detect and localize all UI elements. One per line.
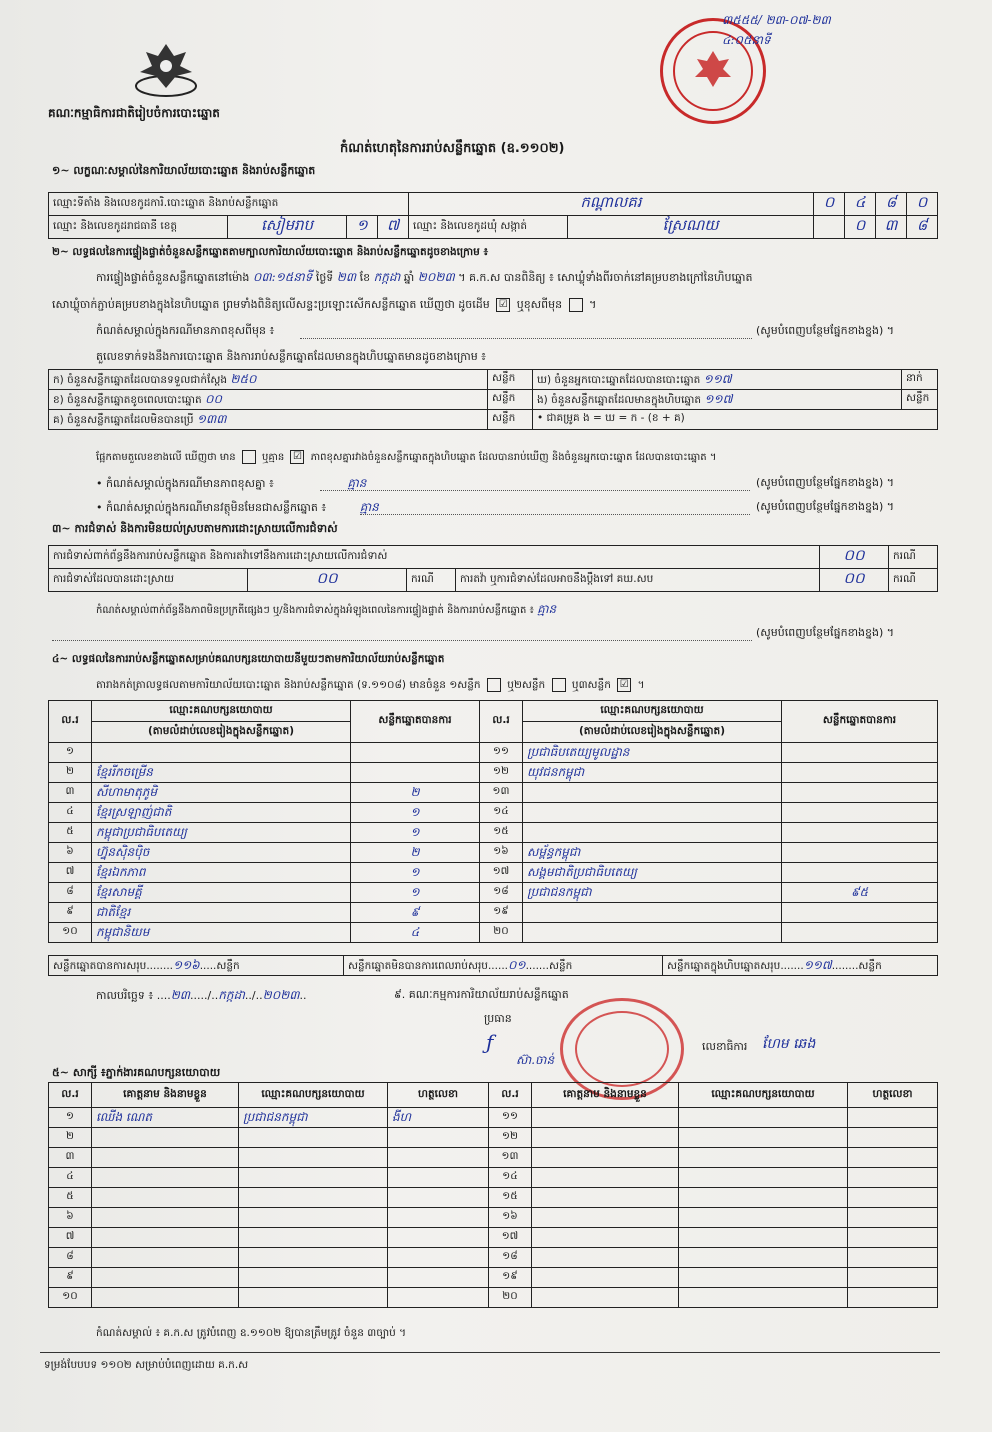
ballot-figures-table [48,369,938,430]
witness-signature [848,1268,938,1288]
witness-name [92,1148,239,1168]
one-sheet-checkbox[interactable] [487,678,501,692]
table-row [49,1148,938,1168]
witness-party [239,1148,388,1168]
witness-party [239,1248,388,1268]
col-party-sub: (តាមលំដាប់លេខរៀងក្នុងសន្លឹកឆ្នោត) [523,722,782,743]
secretary-label: លេខាធិការ [702,1040,748,1053]
commission-emblem-icon [130,38,202,100]
tally-sheet-count: តារាងកត់ត្រាលទ្ធផលតាមការិយាល័យបោះឆ្នោត និងរាប់សន្លឹកឆ្នោត (ទ.១១០៨) មានចំនួន ១សន្លឹក ឬ២សន្លឹក ឬ៣សន្លឹក ☑ ។ [96,679,645,691]
witness-no: ១០ [49,1288,92,1308]
col-no: ល.រ [49,701,92,743]
bullet-difference-note: • កំណត់សម្គាល់ក្នុងករណីមានភាពខុសគ្នា ៖ គ្មាន [96,476,367,490]
party-name: ជាតិខ្មែរ [92,903,351,923]
party-no: ២០ [480,923,523,943]
witness-party [679,1248,848,1268]
table-row [49,763,938,783]
party-votes [782,783,938,803]
party-name: ប្រជាធិបតេយ្យមូលដ្ឋាន [523,743,782,763]
witness-no: ៥ [49,1188,92,1208]
party-votes [782,823,938,843]
witness-signature [388,1248,489,1268]
col-name: គោត្តនាម និងនាមខ្លួន [532,1083,679,1108]
section3-title: ៣~ ការជំទាស់ និងការមិនយល់ស្របតាមការដោះស្រាយលើការជំទាស់ [52,522,338,535]
table-row [49,1248,938,1268]
witness-party [679,1108,848,1128]
witness-signature [848,1188,938,1208]
party-name [523,803,782,823]
witness-no: ១៣ [489,1148,532,1168]
party-name: កម្ពុជាប្រជាធិបតេយ្យ [92,823,351,843]
witness-table [48,1082,938,1308]
party-no: ១៥ [480,823,523,843]
witness-name [532,1128,679,1148]
party-name: សីហាមាតុភូមិ [92,783,351,803]
witness-signature [388,1208,489,1228]
witness-party [239,1208,388,1228]
difference-note-line [300,338,752,339]
party-votes [782,843,938,863]
party-name [523,903,782,923]
party-no: ១៧ [480,863,523,883]
table-row [49,903,938,923]
total-valid: សន្លឹកឆ្នោតបានការសរុប........១១៦.....សន្លឹក [49,956,344,976]
witness-no: ២០ [489,1288,532,1308]
table-row [49,923,938,943]
bullet2-line [360,514,750,515]
party-votes [782,863,938,883]
complaints-table [48,545,938,592]
witness-signature [388,1228,489,1248]
complaints-count: ០០ [820,546,889,569]
witness-party [679,1208,848,1228]
chair-signature: ƒ [486,1030,494,1054]
col-party: ឈ្មោះគណបក្សនយោបាយ [92,701,351,722]
verification-sentence: ការផ្ទៀងផ្ទាត់ចំនួនសន្លឹកឆ្នោតនៅម៉ោង ០៣:១៥នាទី ថ្ងៃទី ២៣ ខែ កក្កដា ឆ្នាំ ២០២៣ ។ គ.ក.ស បានពិនិត្យ ៖ សោឃ្លុំទាំងពីរចាក់នៅគម្របខាងក្រៅនៃហិបឆ្នោត [96,270,753,284]
witness-name [92,1188,239,1208]
table-row [49,783,938,803]
witness-signature [388,1288,489,1308]
party-votes: ៩ [351,903,480,923]
witness-name [532,1148,679,1168]
witness-signature [388,1268,489,1288]
party-votes [782,803,938,823]
witness-signature [848,1148,938,1168]
witness-no: ១៤ [489,1168,532,1188]
bullet1-line [320,490,750,491]
footer-divider [40,1352,940,1353]
witness-no: ៧ [49,1228,92,1248]
table-row [49,823,938,843]
col-votes: សន្លឹកឆ្នោតបានការ [351,701,480,743]
witness-name [532,1108,679,1128]
secretary-name: ហែម ឆេង [762,1036,816,1052]
party-name: ខ្មែររីកចម្រើន [92,763,351,783]
col-votes: សន្លឹកឆ្នោតបានការ [782,701,938,743]
spoiled-ballots-row: ខ) ចំនួនសន្លឹកឆ្នោតខូចពេលបោះឆ្នោត ០០ [49,390,488,410]
province-code-digit: ៧ [378,216,409,239]
figures-intro: តួលេខទាក់ទងនឹងការបោះឆ្នោត និងការរាប់សន្លឹកឆ្នោតដែលមានក្នុងហិបឆ្នោតមានដូចខាងក្រោម ៖ [96,350,487,363]
formula-row: • ជាគម្រូគ ង = ឃ = ក - (ខ + គ) [533,410,938,430]
witness-party [239,1168,388,1188]
voters-row: ឃ) ចំនួនអ្នកបោះឆ្នោតដែលបានបោះឆ្នោត ១១៧ [533,370,902,390]
commune-code-digit: ០ [845,216,876,239]
fill-hint: (សូមបំពេញបន្ថែមផ្នែកខាងខ្នង) ។ [756,476,895,489]
col-name: គោត្តនាម និងនាមខ្លួន [92,1083,239,1108]
witness-party [679,1148,848,1168]
station-code-digit: ៤ [845,193,876,216]
witness-name [532,1228,679,1248]
witness-no: ១២ [489,1128,532,1148]
resolved-count: ០០ [248,569,407,592]
party-no: ១៨ [480,883,523,903]
unit: នាក់ [902,370,938,390]
total-invalid: សន្លឹកឆ្នោតមិនបានការពេលរាប់សរុប......០១.......សន្លឹក [344,956,663,976]
commune-label: ឈ្មោះ និងលេខកូដឃុំ សង្កាត់ [409,216,568,239]
party-votes: ២ [351,843,480,863]
party-name: ខ្មែរស្រឡាញ់ជាតិ [92,803,351,823]
witness-no: ១ [49,1108,92,1128]
party-votes: ១ [351,863,480,883]
witness-name [92,1228,239,1248]
party-name [523,923,782,943]
table-row [49,743,938,763]
table-row [49,1208,938,1228]
witness-name [92,1128,239,1148]
copies-note: កំណត់សម្គាល់ ៖ គ.ក.ស ត្រូវបំពេញ ឧ.១១០២ ឱ្យបានត្រឹមត្រូវ ចំនួន ៣ច្បាប់ ។ [96,1327,407,1339]
station-code-digit: ០ [907,193,938,216]
commune-code-blank [814,216,845,239]
witness-name [92,1268,239,1288]
table-row [49,843,938,863]
witness-party [239,1268,388,1288]
form-title: កំណត់ហេតុនៃការរាប់សន្លឹកឆ្នោត (ឧ.១១០២) [340,141,565,156]
irregularity-line [52,640,752,641]
chair-label: ប្រធាន [484,1012,512,1025]
party-no: ១០ [49,923,92,943]
party-name: សង្គមជាតិប្រជាធិបតេយ្យ [523,863,782,883]
verification-month: កក្កដា [373,270,401,284]
witness-name [92,1208,239,1228]
witness-no: ១៦ [489,1208,532,1228]
province-label: ឈ្មោះ និងលេខកូដរាជធានី ខេត្ត [49,216,228,239]
witness-no: ៣ [49,1148,92,1168]
party-no: ៧ [49,863,92,883]
witness-name: ឈើង ណេត [92,1108,239,1128]
party-votes [782,903,938,923]
party-votes: ១ [351,883,480,903]
unit: ករណី [889,569,938,592]
stamp-emblem-icon [691,47,735,91]
appeal-label: ការតវ៉ា ឬការជំទាស់ដែលអាចនឹងប្តឹងទៅ គឃ.សប [456,569,820,592]
witness-signature [848,1288,938,1308]
unit: ករណី [889,546,938,569]
col-sign: ហត្ថលេខា [848,1083,938,1108]
witness-signature [388,1168,489,1188]
witness-no: ២ [49,1128,92,1148]
section4-title: ៤~ លទ្ធផលនៃការរាប់សន្លឹកឆ្នោតសម្រាប់គណបក្សនយោបាយនីមួយៗតាមការិយាល័យរាប់សន្លឹកឆ្នោត [52,653,445,665]
fill-hint: (សូមបំពេញបន្ថែមផ្នែកខាងខ្នង) ។ [756,324,895,337]
party-no: ១២ [480,763,523,783]
col-no: ល.រ [489,1083,532,1108]
party-name: យុវជនកម្ពុជា [523,763,782,783]
station-name: កណ្តាលគរ [409,193,814,216]
commune-name: ស្រែណយ [568,216,814,239]
party-name [523,783,782,803]
witness-name [532,1248,679,1268]
station-label: ឈ្មោះទីតាំង និងលេខកូដការិ.បោះឆ្នោត និងរាប់សន្លឹកឆ្នោត [49,193,409,216]
witness-no: ១១ [489,1108,532,1128]
party-name: ហ្វ៊ុនស៊ិនប៉ិច [92,843,351,863]
party-votes [782,923,938,943]
section2-title: ២~ លទ្ធផលនៃការផ្ទៀងផ្ទាត់ចំនួនសន្លឹកឆ្នោតតាមក្បាលការិយាល័យបោះឆ្នោត និងរាប់សន្លឹកឆ្នោតដូចខាងក្រោម ៖ [52,246,489,258]
table-row [49,1288,938,1308]
table-row [49,1228,938,1248]
different-checkbox[interactable] [569,298,583,312]
commission-name: គណៈកម្មាធិការជាតិរៀបចំការបោះឆ្នោត [48,106,220,120]
witness-signature [388,1188,489,1208]
witness-signature [848,1108,938,1128]
appeal-count: ០០ [820,569,889,592]
witness-party [679,1128,848,1148]
party-name: ខ្មែរសាមគ្គី [92,883,351,903]
witness-party [239,1128,388,1148]
col-party: ឈ្មោះគណបក្សនយោបាយ [523,701,782,722]
party-no: ៥ [49,823,92,843]
bullet-foreign-object-note: • កំណត់សម្គាល់ក្នុងករណីមានវត្ថុមិនមែនជាសន្លឹកឆ្នោត ៖ គ្មាន [96,500,379,514]
unit: សន្លឹក [902,390,938,410]
witness-signature [848,1168,938,1188]
irregularity-note: កំណត់សម្គាល់ពាក់ព័ន្ធនឹងភាពមិនប្រក្រតីផ្សេងៗ ឬ/និងការជំទាស់ក្នុងអំឡុងពេលនៃការផ្ទៀងផ្ទាត់ និងការរាប់សន្លឹកឆ្នោត ៖ គ្មាន [96,602,557,616]
party-votes: ៩៥ [782,883,938,903]
witness-signature [388,1128,489,1148]
witness-name [532,1288,679,1308]
party-votes: ១ [351,803,480,823]
party-no: ១៩ [480,903,523,923]
station-code-digit: ០ [814,193,845,216]
province-name: សៀមរាប [228,216,347,239]
col-party-sub: (តាមលំដាប់លេខរៀងក្នុងសន្លឹកឆ្នោត) [92,722,351,743]
fill-hint: (សូមបំពេញបន្ថែមផ្នែកខាងខ្នង) ។ [756,626,895,639]
party-no: ៩ [49,903,92,923]
party-votes: ២ [351,783,480,803]
verification-time: ០៣:១៥នាទី [252,270,313,284]
witness-name [532,1268,679,1288]
chair-name: ស៊ា.ចាន់ [516,1053,555,1067]
party-name [92,743,351,763]
polling-station-table [48,192,938,239]
witness-name [92,1248,239,1268]
party-votes [782,743,938,763]
table-row [49,1128,938,1148]
section5-title: ៥~ សាក្សី ៖ភ្នាក់ងារគណបក្សនយោបាយ [52,1066,221,1079]
table-row [49,1188,938,1208]
witness-name [532,1208,679,1228]
unit: សន្លឹក [488,390,533,410]
totals-table [48,955,938,976]
party-name: កម្ពុជានិយម [92,923,351,943]
unit: ករណី [407,569,456,592]
witness-name [92,1288,239,1308]
witness-signature [848,1248,938,1268]
committee-label: ៩. គណៈកម្មការការិយាល័យរាប់សន្លឹកឆ្នោត [394,988,569,1001]
witness-signature [848,1228,938,1248]
party-no: ២ [49,763,92,783]
fill-hint: (សូមបំពេញបន្ថែមផ្នែកខាងខ្នង) ។ [756,500,895,513]
table-row [49,1268,938,1288]
section1-title: ១~ លក្ខណៈសម្គាល់នៃការិយាល័យបោះឆ្នោត និងរាប់សន្លឹកឆ្នោត [52,164,316,177]
table-row [49,883,938,903]
witness-no: ១៨ [489,1248,532,1268]
party-no: ៣ [49,783,92,803]
two-sheet-checkbox[interactable] [552,678,566,692]
party-no: ៤ [49,803,92,823]
witness-no: ៤ [49,1168,92,1188]
party-name [523,823,782,843]
witness-signature [848,1128,938,1148]
verification-year: ២០២៣ [417,270,455,284]
party-no: ១១ [480,743,523,763]
party-votes [351,743,480,763]
party-no: ១៦ [480,843,523,863]
witness-no: ១៧ [489,1228,532,1248]
party-name: ប្រជាជនកម្ពុជា [523,883,782,903]
col-no: ល.រ [49,1083,92,1108]
witness-party [679,1168,848,1188]
witness-no: ៨ [49,1248,92,1268]
receipt-handwriting: ៣៥៥៥/ ២៣-០៧-២៣ ៤:០៥នាទី [722,13,831,47]
total-in-box: សន្លឹកឆ្នោតក្នុងហិបឆ្នោតសរុប.......១១៧........សន្លឹក [663,956,938,976]
party-votes: ១ [351,823,480,843]
witness-signature [388,1148,489,1168]
party-votes: ៤ [351,923,480,943]
witness-signature [848,1208,938,1228]
province-code-digit: ១ [347,216,378,239]
party-no: ១៣ [480,783,523,803]
signing-date: កាលបរិច្ឆេទ ៖ ....២៣...../..កក្កដា../..២០២៣.. [96,988,307,1002]
witness-party [679,1228,848,1248]
table-row [49,1168,938,1188]
witness-party [239,1288,388,1308]
difference-note-label: កំណត់សម្គាល់ក្នុងករណីមានភាពខុសពីមុន ៖ [96,324,275,337]
col-sign: ហត្ថលេខា [388,1083,489,1108]
verification-day: ២៣ [336,270,357,284]
col-party: ឈ្មោះគណបក្សនយោបាយ [239,1083,388,1108]
same-as-before-checkbox[interactable]: ☑ [496,298,510,312]
table-row [49,1108,938,1128]
seal-check-sentence: សោឃ្លុំចាក់ភ្ជាប់គម្របខាងក្នុងនៃហិបឆ្នោត ព្រមទាំងពិនិត្យលើសន្ទះប្រឡោះសើកសន្លឹកឆ្នោត ឃើញថា ដូចដើម ☑ ឬខុសពីមុន ។ [52,298,597,311]
witness-party [679,1268,848,1288]
resolved-label: ការជំទាស់ដែលបានដោះស្រាយ [49,569,248,592]
unit: សន្លឹក [488,410,533,430]
table-row [49,863,938,883]
col-no: ល.រ [480,701,523,743]
witness-party [679,1288,848,1308]
witness-party: ប្រជាជនកម្ពុជា [239,1108,388,1128]
party-no: ១ [49,743,92,763]
unused-ballots-row: គ) ចំនួនសន្លឹកឆ្នោតដែលមិនបានប្រើ ១៣៣ [49,410,488,430]
col-party: ឈ្មោះគណបក្សនយោបាយ [679,1083,848,1108]
commune-code-digit: ៣ [876,216,907,239]
witness-party [239,1188,388,1208]
form-footer: ទម្រង់បែបបទ ១១០២ សម្រាប់បំពេញដោយ គ.ក.ស [44,1359,249,1371]
party-no: ៨ [49,883,92,903]
witness-no: ៦ [49,1208,92,1228]
party-results-table [48,700,938,943]
party-name: សម្ព័ន្ធកម្ពុជា [523,843,782,863]
unit: សន្លឹក [488,370,533,390]
ballots-in-box-row: ង) ចំនួនសន្លឹកឆ្នោតដែលមានក្នុងហិបឆ្នោត ១១៧ [533,390,902,410]
witness-party [239,1228,388,1248]
party-votes [351,763,480,783]
witness-no: ១៥ [489,1188,532,1208]
witness-no: ៩ [49,1268,92,1288]
party-votes [782,763,938,783]
station-code-digit: ៨ [876,193,907,216]
witness-signature: ងីហ [388,1108,489,1128]
commune-code-digit: ៨ [907,216,938,239]
table-row [49,803,938,823]
party-name: ខ្មែរឯកភាព [92,863,351,883]
witness-name [532,1168,679,1188]
has-difference-checkbox[interactable] [242,450,256,464]
party-no: ៦ [49,843,92,863]
received-ballots-row: ក) ចំនួនសន្លឹកឆ្នោតដែលបានទទួលជាក់ស្តែង ២៥០ [49,370,488,390]
no-difference-checkbox[interactable]: ☑ [290,450,304,464]
complaints-label: ការជំទាស់ពាក់ព័ន្ធនឹងការរាប់សន្លឹកឆ្នោត និងការតវ៉ាទៅនឹងការដោះស្រាយលើការជំទាស់ [49,546,820,569]
witness-name [532,1188,679,1208]
three-sheet-checkbox[interactable]: ☑ [617,678,631,692]
difference-sentence: ផ្អែកតាមតួលេខខាងលើ ឃើញថា មាន ឬគ្មាន ☑ ភាពខុសគ្នារវាងចំនួនសន្លឹកឆ្នោតក្នុងហិបឆ្នោត ដែលបានរាប់ឃើញ និងចំនួនអ្នកបោះឆ្នោត ដែលបានបោះឆ្នោត ។ [96,451,717,463]
witness-no: ១៩ [489,1268,532,1288]
party-no: ១៤ [480,803,523,823]
witness-party [679,1188,848,1208]
witness-name [92,1168,239,1188]
